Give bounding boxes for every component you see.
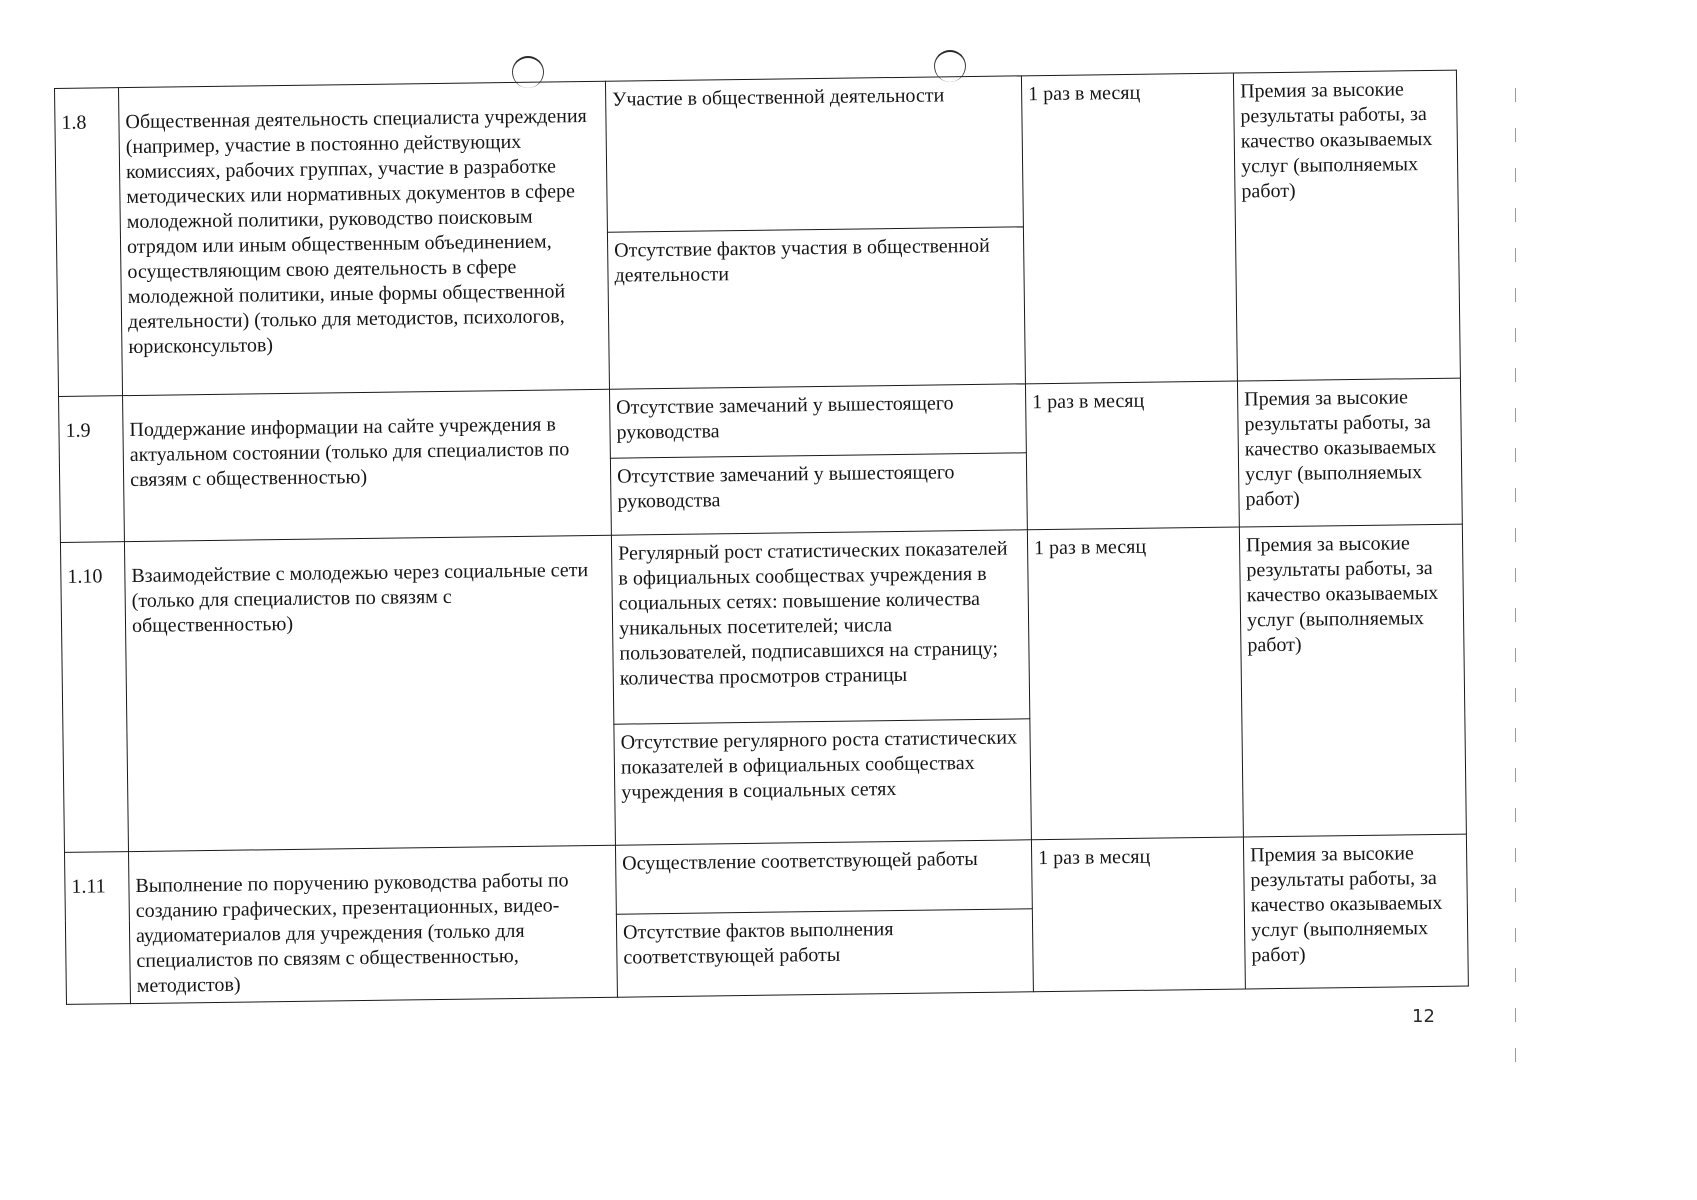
- payment-cell: [1237, 378, 1462, 527]
- criterion-cell: [609, 384, 1026, 458]
- period-text: 1 раз в месяц: [1038, 845, 1151, 870]
- payment-text: Премия за высокие результаты работы, за качество оказываемых услуг (выполняемых работ): [1244, 386, 1437, 511]
- criterion-text: Отсутствие замечаний у вышестоящего руководства: [616, 392, 954, 444]
- item-name: Выполнение по поручению руководства работы по созданию графических, презентационных, видео-аудиоматериалов для учреждения (только для специалистов по связям с общественностью, методистов): [135, 869, 569, 997]
- period-cell: [1021, 73, 1237, 384]
- item-name-cell: [123, 389, 612, 541]
- criterion-cell: [611, 530, 1029, 724]
- criterion-text: Участие в общественной деятельности: [612, 84, 945, 111]
- criterion-cell: [615, 840, 1032, 914]
- item-number-cell: [59, 396, 125, 543]
- criterion-text: Отсутствие фактов выполнения соответствующей работы: [622, 917, 894, 969]
- criterion-cell: [610, 453, 1027, 535]
- scan-margin-line: [1515, 88, 1516, 1088]
- period-text: 1 раз в месяц: [1032, 389, 1145, 414]
- item-number: 1.11: [71, 875, 106, 898]
- item-name-cell: [124, 535, 615, 851]
- item-name-cell: [119, 81, 610, 395]
- criterion-cell: [607, 227, 1025, 389]
- period-cell: [1031, 837, 1245, 992]
- criterion-text: Регулярный рост статистических показателей в официальных сообществах учреждения в социальных сетях: повышение количества уникальных посетителей; числа пользователей, подписавшихся на страницу; количества просмотров страницы: [617, 537, 1008, 690]
- period-text: 1 раз в месяц: [1033, 535, 1147, 560]
- period-cell: [1025, 381, 1239, 530]
- item-number: 1.8: [61, 111, 87, 134]
- item-number: 1.10: [67, 565, 103, 588]
- payment-cell: [1243, 834, 1468, 989]
- item-name: Поддержание информации на сайте учреждения в актуальном состоянии (только для специалистов по связям с общественностью): [129, 413, 570, 492]
- payment-cell: [1233, 70, 1460, 381]
- item-number-cell: [55, 88, 123, 397]
- table-row: [55, 70, 1459, 239]
- payment-cell: [1239, 524, 1466, 837]
- page-number: 12: [1412, 1006, 1435, 1027]
- item-number-cell: [65, 852, 131, 1005]
- payment-text: Премия за высокие результаты работы, за качество оказываемых услуг (выполняемых работ): [1240, 78, 1433, 203]
- item-number: 1.9: [65, 419, 91, 442]
- period-text: 1 раз в месяц: [1028, 81, 1141, 106]
- criterion-cell: [614, 719, 1032, 845]
- criterion-text: Отсутствие замечаний у вышестоящего руководства: [616, 461, 955, 513]
- criterion-cell: [605, 76, 1023, 232]
- criteria-table: [54, 70, 1469, 1005]
- criterion-text: Отсутствие регулярного роста статистических показателей в официальных сообществах учреждения в социальных сетях: [620, 726, 1018, 804]
- period-cell: [1027, 527, 1243, 840]
- criterion-text: Отсутствие фактов участия в общественной деятельности: [614, 234, 990, 287]
- item-number-cell: [60, 542, 128, 853]
- item-name: Взаимодействие с молодежью через социальные сети (только для специалистов по связям с общественностью): [131, 559, 589, 638]
- criterion-cell: [616, 909, 1033, 998]
- table-row: [60, 524, 1464, 731]
- criterion-text: Осуществление соответствующей работы: [622, 847, 978, 875]
- item-name: Общественная деятельность специалиста учреждения (например, участие в постоянно действующих комиссиях, рабочих группах, участие в разработке методических или нормативных документов в сфере молодежной политики, руководство поисковым отрядом или иным общественным объединением, осуществляющим свою деятельность в сфере молодежной политики, иные формы общественной деятельности) (только для методистов, психологов, юрисконсультов): [125, 105, 587, 359]
- item-name-cell: [129, 845, 618, 1003]
- payment-text: Премия за высокие результаты работы, за качество оказываемых услуг (выполняемых работ): [1245, 532, 1439, 657]
- payment-text: Премия за высокие результаты работы, за качество оказываемых услуг (выполняемых работ): [1250, 842, 1443, 967]
